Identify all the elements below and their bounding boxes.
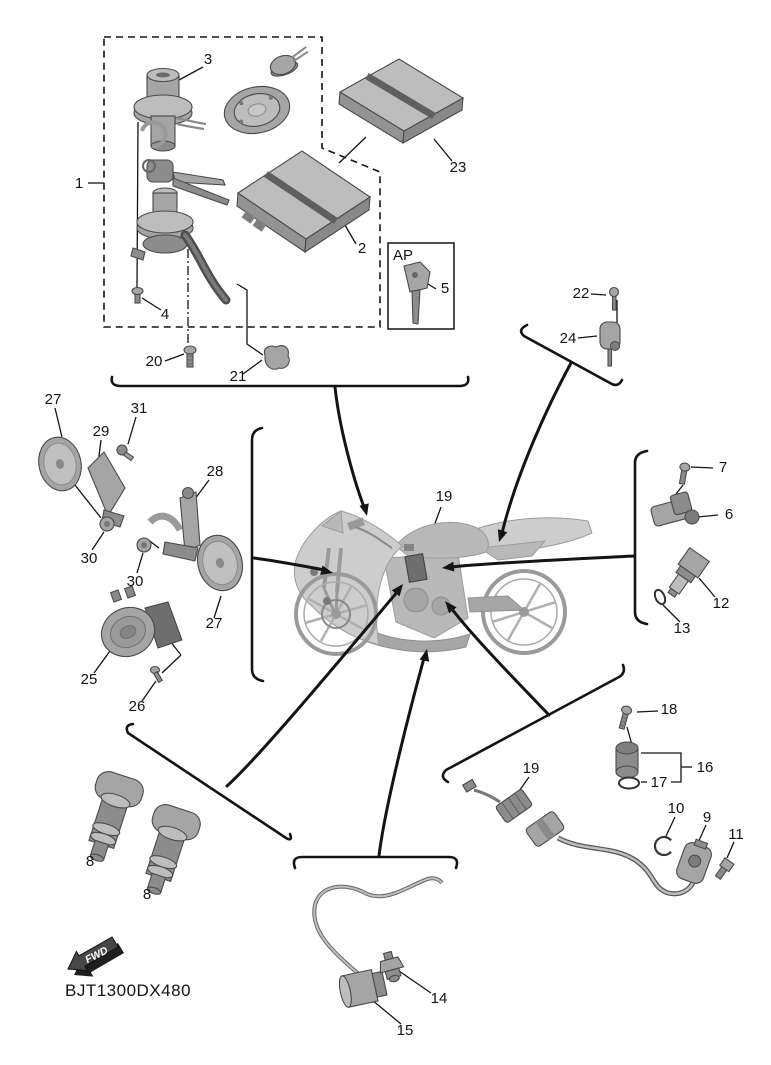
part-o-ring-13	[653, 588, 667, 605]
part-ecu-23	[339, 59, 463, 143]
callout-6: 6	[724, 506, 734, 523]
part-ignition-coil-8-front	[73, 768, 146, 867]
callout-8-a: 8	[85, 853, 95, 870]
callout-12: 12	[712, 595, 730, 612]
bracket-coil-group	[127, 724, 291, 839]
callout-25: 25	[80, 671, 98, 688]
callout-2: 2	[357, 240, 367, 257]
part-key-5	[404, 262, 430, 324]
callout-3: 3	[203, 51, 213, 68]
part-switch-cap	[267, 47, 313, 79]
part-bolt-31	[117, 445, 133, 460]
callout-30-a: 30	[80, 550, 98, 567]
callout-11: 11	[728, 826, 744, 843]
callout-20: 20	[145, 353, 163, 370]
group-brackets	[112, 325, 647, 868]
part-switch-16	[616, 742, 638, 778]
part-sensor-12	[662, 548, 710, 602]
ap-box-label: AP	[393, 247, 414, 264]
swingarm	[468, 596, 524, 612]
part-nut-30-lower	[137, 538, 151, 552]
part-screw-20	[184, 346, 196, 367]
callout-28: 28	[206, 463, 224, 480]
callout-10: 10	[667, 800, 685, 817]
part-horn-25	[93, 586, 182, 665]
part-ecu-2	[237, 151, 370, 252]
part-wire-clamp-21	[264, 346, 289, 370]
callout-22: 22	[572, 285, 590, 302]
part-wire-lead-19	[463, 780, 566, 848]
bracket-top-group	[112, 377, 469, 386]
part-switch-9	[674, 837, 715, 886]
part-sensor-15	[337, 968, 388, 1009]
callout-26: 26	[128, 698, 146, 715]
part-bracket-29	[88, 452, 125, 527]
callout-15: 15	[396, 1022, 414, 1039]
callout-19-a: 19	[435, 488, 453, 505]
callout-4: 4	[160, 306, 170, 323]
part-switch-with-keys	[131, 160, 229, 260]
clamp-21-leader	[237, 284, 263, 355]
part-screw-4	[132, 288, 143, 304]
bracket-right-group	[635, 451, 647, 624]
part-damper-disc-27-upper	[34, 433, 86, 495]
callout-19-b: 19	[522, 760, 540, 777]
part-bracket-28	[150, 488, 200, 562]
motorcycle-illustration	[294, 511, 592, 654]
callout-23: 23	[449, 159, 467, 176]
callout-27-b: 27	[205, 615, 223, 632]
part-gasket-17	[619, 778, 639, 789]
fwd-arrow-text: FWD	[83, 944, 111, 967]
callout-8-b: 8	[142, 886, 152, 903]
part-sensor-6	[649, 490, 701, 534]
part-screw-18	[617, 705, 633, 730]
bike-ecu-unit	[405, 554, 427, 583]
callout-31: 31	[130, 400, 148, 417]
callout-16: 16	[696, 759, 714, 776]
bracket-bottomcenter-group	[294, 857, 457, 868]
part-screw-26	[151, 667, 163, 683]
callout-21: 21	[229, 368, 247, 385]
callout-27-a: 27	[44, 391, 62, 408]
callout-7: 7	[718, 459, 728, 476]
callout-13: 13	[673, 620, 691, 637]
callout-1: 1	[74, 175, 84, 192]
part-ignition-coil-8-rear	[130, 801, 203, 900]
bracket-left-group	[252, 428, 263, 681]
part-nut-30-upper	[100, 517, 114, 531]
callout-30-b: 30	[126, 573, 144, 590]
part-clip-10	[651, 833, 676, 858]
part-bolt-11	[713, 858, 733, 881]
part-lock-cover-disc	[220, 81, 294, 140]
callout-17: 17	[650, 774, 668, 791]
callout-5: 5	[440, 280, 450, 297]
fwd-direction-marker	[68, 937, 124, 977]
part-main-switch-3	[134, 69, 206, 152]
sensor-15-wire	[314, 878, 442, 975]
callout-18: 18	[660, 701, 678, 718]
callout-24: 24	[559, 330, 577, 347]
drawing-code: BJT1300DX480	[65, 981, 192, 1000]
part-sensor-24	[600, 322, 620, 366]
callout-29: 29	[92, 423, 110, 440]
part-bolt-7	[677, 462, 690, 484]
fuel-tank	[396, 522, 488, 558]
callout-9: 9	[702, 809, 712, 826]
callout-14: 14	[430, 990, 448, 1007]
